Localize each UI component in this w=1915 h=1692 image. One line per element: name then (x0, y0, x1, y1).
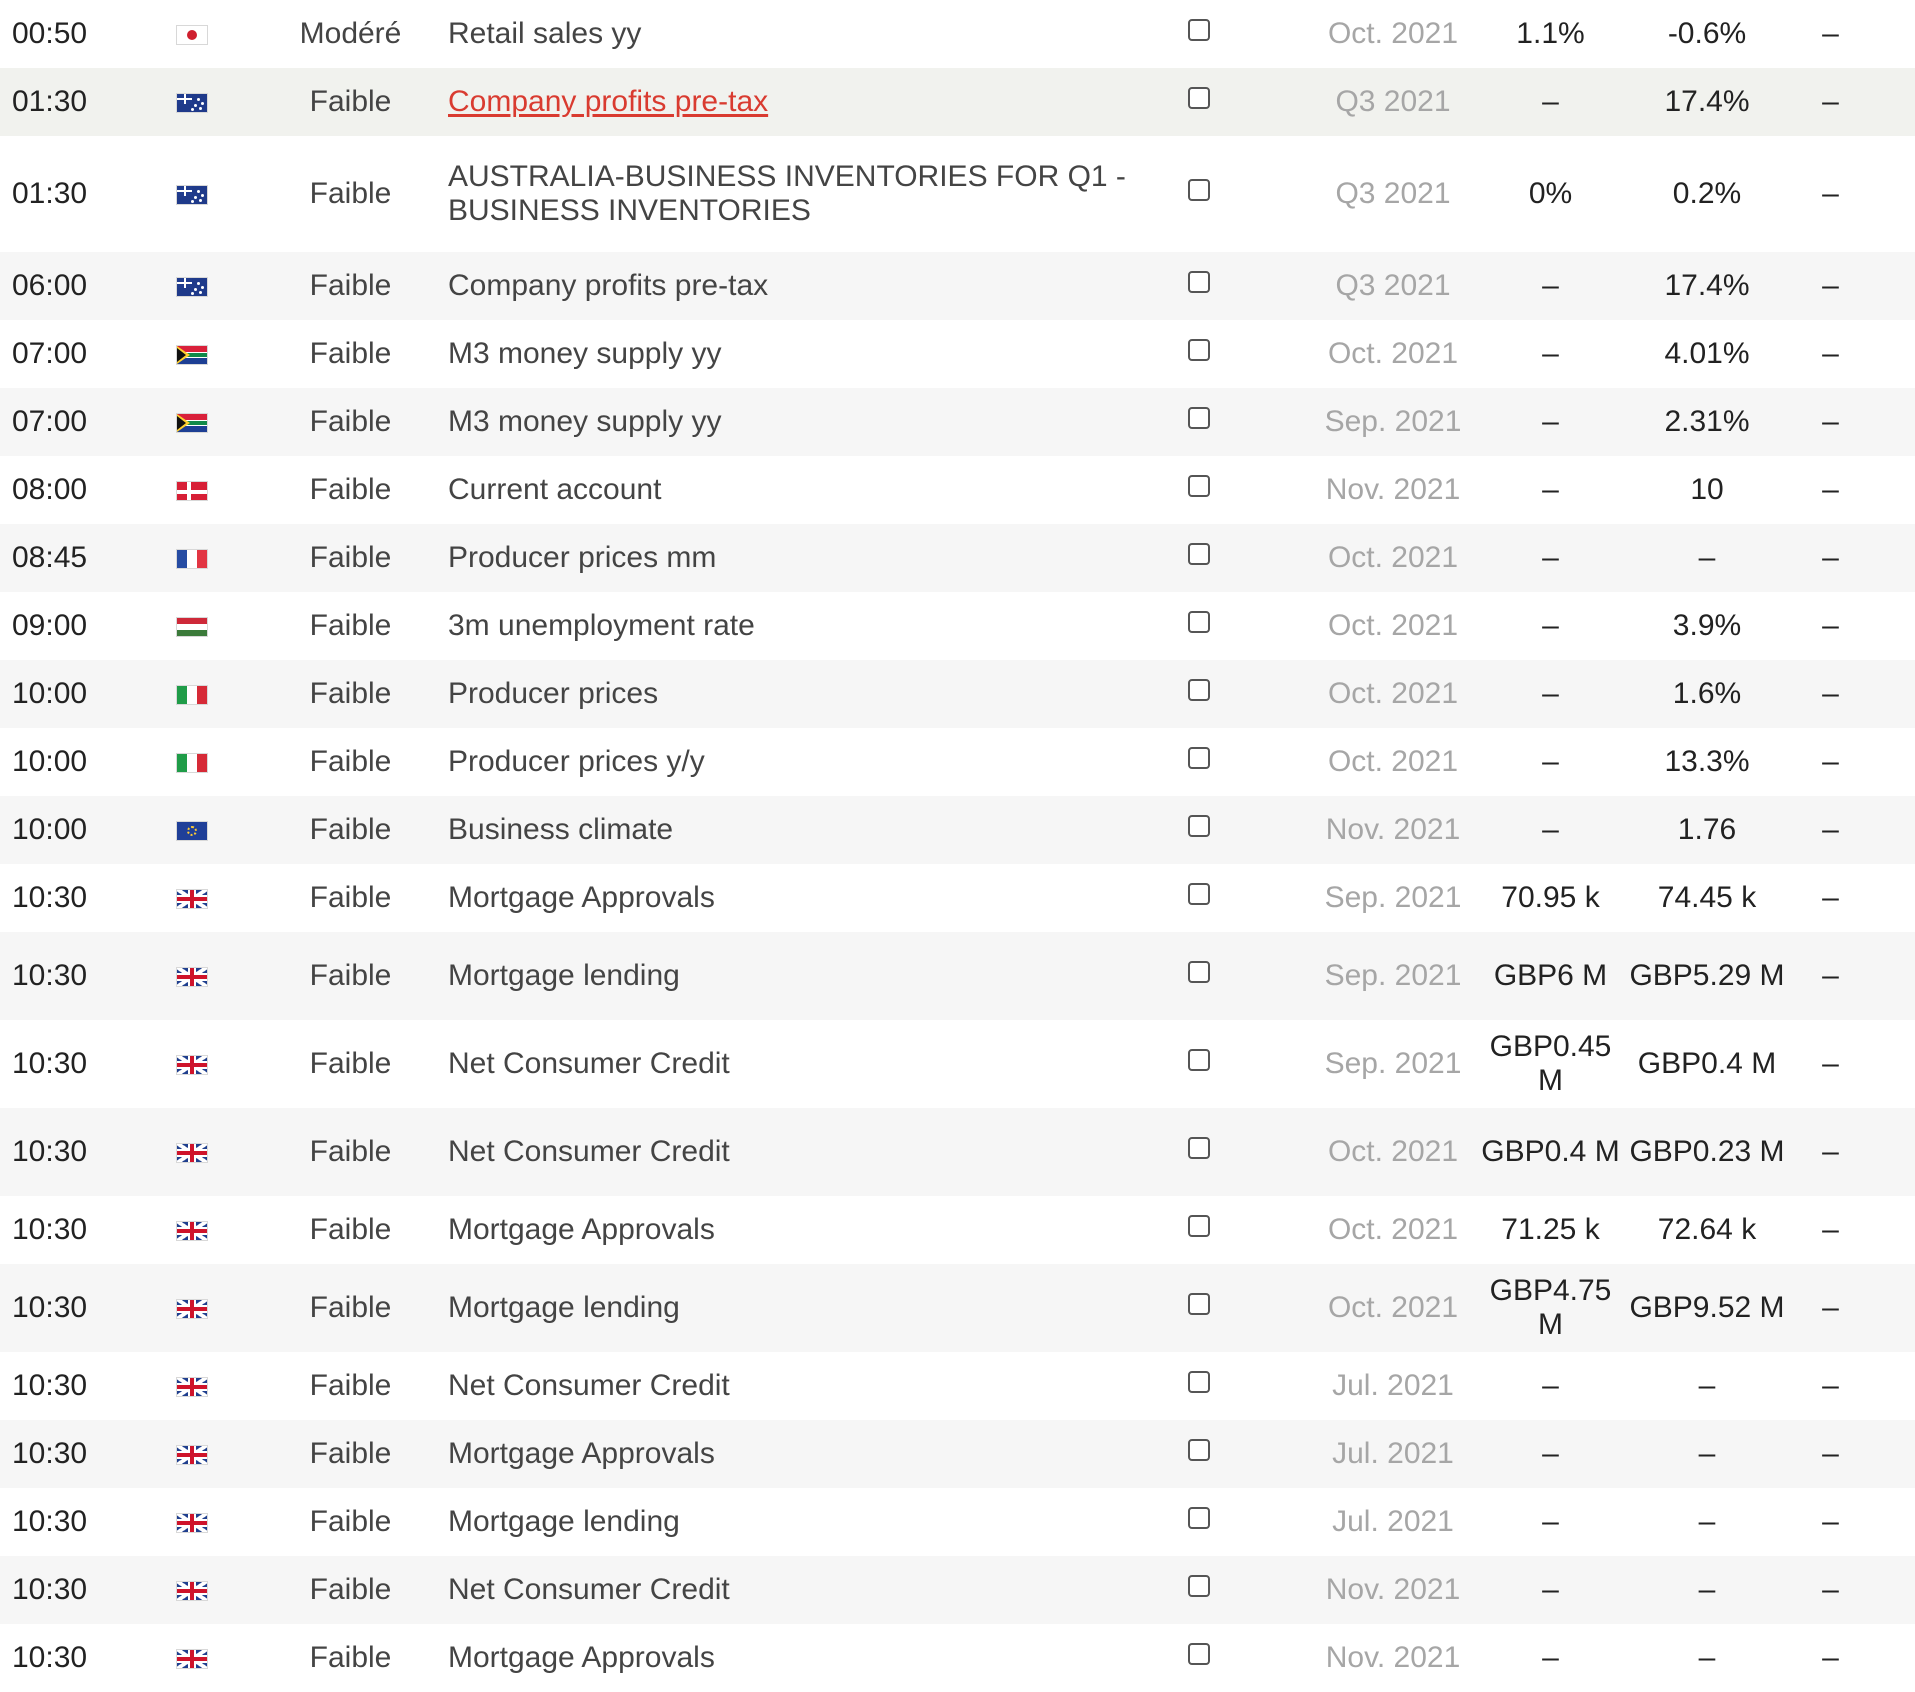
alert-checkbox-cell (1188, 1020, 1313, 1108)
flag-icon-australia (176, 185, 208, 205)
event-period: Jul. 2021 (1332, 1368, 1454, 1402)
event-previous: 1.6% (1672, 676, 1742, 710)
event-actual: – (1822, 1212, 1839, 1246)
alert-checkbox[interactable] (1188, 1293, 1210, 1315)
event-previous: – (1698, 1504, 1716, 1538)
event-forecast: – (1542, 472, 1559, 506)
event-name: M3 money supply yy (448, 336, 722, 370)
event-period: Nov. 2021 (1325, 1572, 1461, 1606)
event-name: M3 money supply yy (448, 404, 722, 438)
event-actual: – (1822, 268, 1839, 302)
event-period: Oct. 2021 (1327, 1290, 1459, 1324)
country-flag-cell (117, 524, 267, 592)
event-impact: Faible (309, 336, 392, 370)
event-forecast: 71.25 k (1501, 1212, 1600, 1246)
event-name-cell (434, 728, 1188, 796)
flag-icon-united-kingdom (176, 1143, 208, 1163)
alert-checkbox[interactable] (1188, 679, 1210, 701)
alert-checkbox[interactable] (1188, 883, 1210, 905)
calendar-row (0, 1420, 1915, 1488)
event-time: 10:00 (12, 744, 88, 778)
event-name-cell (434, 1556, 1188, 1624)
event-time: 08:45 (12, 540, 88, 574)
event-forecast: – (1542, 84, 1559, 118)
alert-checkbox-cell (1188, 932, 1313, 1020)
event-impact: Faible (309, 176, 392, 210)
event-actual: – (1822, 812, 1839, 846)
alert-checkbox[interactable] (1188, 407, 1210, 429)
event-time: 00:50 (12, 16, 88, 50)
flag-icon-united-kingdom (176, 889, 208, 909)
event-time: 07:00 (12, 404, 88, 438)
calendar-row (0, 136, 1915, 252)
event-previous: GBP9.52 M (1629, 1290, 1785, 1324)
alert-checkbox-cell (1188, 524, 1313, 592)
alert-checkbox-cell (1188, 1196, 1313, 1264)
alert-checkbox-cell (1188, 388, 1313, 456)
event-forecast: 0% (1528, 176, 1573, 210)
calendar-row (0, 252, 1915, 320)
flag-icon-united-kingdom (176, 1581, 208, 1601)
event-name: AUSTRALIA-BUSINESS INVENTORIES FOR Q1 - BUSINESS INVENTORIES (448, 159, 1126, 227)
country-flag-cell (117, 796, 267, 864)
event-time: 10:30 (12, 1290, 88, 1324)
flag-icon-hungary (176, 617, 208, 637)
calendar-row (0, 1108, 1915, 1196)
country-flag-cell (117, 1020, 267, 1108)
event-actual: – (1822, 1046, 1839, 1080)
alert-checkbox-cell (1188, 728, 1313, 796)
event-previous: -0.6% (1667, 16, 1747, 50)
event-impact: Faible (309, 472, 392, 506)
event-name-cell (434, 0, 1188, 68)
event-name-cell (434, 1020, 1188, 1108)
country-flag-cell (117, 136, 267, 252)
event-actual: – (1822, 1640, 1839, 1674)
event-previous: 10 (1690, 472, 1724, 506)
alert-checkbox-cell (1188, 1108, 1313, 1196)
event-name: Company profits pre-tax (448, 268, 769, 302)
event-actual: – (1822, 404, 1839, 438)
flag-icon-south-africa (176, 345, 208, 365)
event-period: Oct. 2021 (1327, 1134, 1459, 1168)
alert-checkbox[interactable] (1188, 1137, 1210, 1159)
event-impact: Faible (309, 84, 392, 118)
event-impact: Faible (309, 1290, 392, 1324)
country-flag-cell (117, 320, 267, 388)
event-forecast: – (1542, 812, 1559, 846)
alert-checkbox[interactable] (1188, 19, 1210, 41)
event-name: Net Consumer Credit (448, 1368, 730, 1402)
alert-checkbox[interactable] (1188, 611, 1210, 633)
event-forecast: 70.95 k (1501, 880, 1600, 914)
calendar-row (0, 1556, 1915, 1624)
event-time: 01:30 (12, 176, 88, 210)
alert-checkbox-cell (1188, 320, 1313, 388)
country-flag-cell (117, 1352, 267, 1420)
alert-checkbox-cell (1188, 796, 1313, 864)
calendar-row (0, 1264, 1915, 1352)
alert-checkbox-cell (1188, 864, 1313, 932)
alert-checkbox-cell (1188, 0, 1313, 68)
event-name: Mortgage Approvals (448, 880, 715, 914)
calendar-row (0, 864, 1915, 932)
event-time: 10:30 (12, 1212, 88, 1246)
event-period: Jul. 2021 (1332, 1436, 1454, 1470)
event-previous: 74.45 k (1657, 880, 1757, 914)
event-impact: Faible (309, 608, 392, 642)
event-time: 10:30 (12, 1134, 88, 1168)
event-time: 06:00 (12, 268, 88, 302)
event-impact: Modéré (299, 16, 402, 50)
event-forecast: – (1542, 608, 1559, 642)
event-previous: GBP5.29 M (1629, 958, 1785, 992)
event-name-cell (434, 524, 1188, 592)
event-period: Oct. 2021 (1327, 540, 1459, 574)
event-name-cell (434, 932, 1188, 1020)
event-impact: Faible (309, 676, 392, 710)
event-previous: – (1698, 1572, 1716, 1606)
event-time: 07:00 (12, 336, 88, 370)
event-impact: Faible (309, 1436, 392, 1470)
event-name: Net Consumer Credit (448, 1572, 730, 1606)
flag-icon-south-africa (176, 413, 208, 433)
event-actual: – (1822, 176, 1839, 210)
country-flag-cell (117, 1196, 267, 1264)
event-actual: – (1822, 16, 1839, 50)
event-actual: – (1822, 1572, 1839, 1606)
event-name-cell (434, 136, 1188, 252)
alert-checkbox[interactable] (1188, 179, 1210, 201)
event-previous: GBP0.23 M (1629, 1134, 1785, 1168)
event-name: Mortgage Approvals (448, 1640, 715, 1674)
event-period: Oct. 2021 (1327, 336, 1459, 370)
calendar-row (0, 524, 1915, 592)
alert-checkbox-cell (1188, 1488, 1313, 1556)
event-impact: Faible (309, 1504, 392, 1538)
event-period: Oct. 2021 (1327, 1212, 1459, 1246)
event-impact: Faible (309, 1640, 392, 1674)
event-period: Q3 2021 (1335, 176, 1451, 210)
event-impact: Faible (309, 1368, 392, 1402)
event-previous: 17.4% (1664, 268, 1750, 302)
event-forecast: GBP0.4 M (1481, 1134, 1620, 1168)
event-impact: Faible (309, 404, 392, 438)
alert-checkbox-cell (1188, 1352, 1313, 1420)
flag-icon-united-kingdom (176, 967, 208, 987)
event-actual: – (1822, 84, 1839, 118)
event-previous: 3.9% (1672, 608, 1742, 642)
event-name: Mortgage lending (448, 958, 680, 992)
country-flag-cell (117, 1556, 267, 1624)
event-name: Retail sales yy (448, 16, 642, 50)
country-flag-cell (117, 660, 267, 728)
alert-checkbox[interactable] (1188, 1575, 1210, 1597)
event-name-cell (434, 1488, 1188, 1556)
flag-icon-united-kingdom (176, 1445, 208, 1465)
event-time: 08:00 (12, 472, 88, 506)
country-flag-cell (117, 592, 267, 660)
event-period: Oct. 2021 (1327, 608, 1459, 642)
event-name: 3m unemployment rate (448, 608, 755, 642)
event-name-cell (434, 388, 1188, 456)
event-impact: Faible (309, 1572, 392, 1606)
alert-checkbox[interactable] (1188, 1439, 1210, 1461)
event-forecast: GBP0.45 M (1489, 1029, 1612, 1097)
event-name-cell (434, 1196, 1188, 1264)
event-name: Producer prices y/y (448, 744, 705, 778)
alert-checkbox[interactable] (1188, 475, 1210, 497)
event-actual: – (1822, 472, 1839, 506)
event-name-cell (434, 456, 1188, 524)
event-previous: 0.2% (1672, 176, 1742, 210)
event-name: Net Consumer Credit (448, 1046, 730, 1080)
alert-checkbox-cell (1188, 252, 1313, 320)
event-time: 10:30 (12, 958, 88, 992)
calendar-row (0, 932, 1915, 1020)
country-flag-cell (117, 0, 267, 68)
flag-icon-united-kingdom (176, 1377, 208, 1397)
country-flag-cell (117, 728, 267, 796)
flag-icon-denmark (176, 481, 208, 501)
flag-icon-australia (176, 93, 208, 113)
event-time: 10:30 (12, 1572, 88, 1606)
flag-icon-france (176, 549, 208, 569)
event-time: 10:30 (12, 1640, 88, 1674)
event-impact: Faible (309, 268, 392, 302)
calendar-row (0, 320, 1915, 388)
event-period: Sep. 2021 (1324, 1046, 1462, 1080)
event-name: Producer prices (448, 676, 659, 710)
event-previous: 13.3% (1664, 744, 1750, 778)
event-time: 10:30 (12, 1046, 88, 1080)
event-name: Current account (448, 472, 662, 506)
event-time: 10:30 (12, 1436, 88, 1470)
flag-icon-united-kingdom (176, 1299, 208, 1319)
event-name-cell (434, 1420, 1188, 1488)
event-forecast: – (1542, 404, 1559, 438)
alert-checkbox-cell (1188, 456, 1313, 524)
event-previous: 72.64 k (1657, 1212, 1757, 1246)
event-name-cell (434, 68, 1188, 136)
event-actual: – (1822, 1436, 1839, 1470)
country-flag-cell (117, 388, 267, 456)
flag-icon-italy (176, 753, 208, 773)
calendar-row (0, 388, 1915, 456)
country-flag-cell (117, 1420, 267, 1488)
event-time: 01:30 (12, 84, 88, 118)
event-time: 10:30 (12, 1504, 88, 1538)
event-name: Mortgage lending (448, 1290, 680, 1324)
event-previous: 2.31% (1664, 404, 1750, 438)
event-time: 10:30 (12, 1368, 88, 1402)
event-impact: Faible (309, 958, 392, 992)
event-actual: – (1822, 1504, 1839, 1538)
flag-icon-united-kingdom (176, 1513, 208, 1533)
event-forecast: – (1542, 1436, 1559, 1470)
event-forecast: – (1542, 336, 1559, 370)
event-name: Producer prices mm (448, 540, 717, 574)
event-actual: – (1822, 676, 1839, 710)
event-name-cell (434, 1264, 1188, 1352)
event-previous: – (1698, 540, 1716, 574)
event-period: Oct. 2021 (1327, 744, 1459, 778)
event-actual: – (1822, 1134, 1839, 1168)
alert-checkbox-cell (1188, 1264, 1313, 1352)
event-period: Q3 2021 (1335, 84, 1451, 118)
country-flag-cell (117, 68, 267, 136)
event-period: Oct. 2021 (1327, 676, 1459, 710)
calendar-row (0, 592, 1915, 660)
event-previous: – (1698, 1368, 1716, 1402)
country-flag-cell (117, 1264, 267, 1352)
alert-checkbox[interactable] (1188, 1643, 1210, 1665)
country-flag-cell (117, 252, 267, 320)
event-name-cell (434, 660, 1188, 728)
event-actual: – (1822, 540, 1839, 574)
flag-icon-australia (176, 277, 208, 297)
calendar-row (0, 728, 1915, 796)
event-period: Sep. 2021 (1324, 404, 1462, 438)
event-forecast: GBP4.75 M (1489, 1273, 1612, 1341)
flag-icon-italy (176, 685, 208, 705)
event-actual: – (1822, 958, 1839, 992)
event-actual: – (1822, 336, 1839, 370)
event-forecast: 1.1% (1516, 16, 1585, 50)
calendar-row (0, 660, 1915, 728)
event-period: Sep. 2021 (1324, 880, 1462, 914)
country-flag-cell (117, 1488, 267, 1556)
country-flag-cell (117, 456, 267, 524)
alert-checkbox[interactable] (1188, 1507, 1210, 1529)
event-name-cell (434, 864, 1188, 932)
flag-icon-united-kingdom (176, 1221, 208, 1241)
event-name-link[interactable]: Company profits pre-tax (448, 84, 769, 118)
alert-checkbox[interactable] (1188, 747, 1210, 769)
event-actual: – (1822, 608, 1839, 642)
event-name-cell (434, 252, 1188, 320)
alert-checkbox[interactable] (1188, 339, 1210, 361)
event-period: Nov. 2021 (1325, 812, 1461, 846)
alert-checkbox[interactable] (1188, 1215, 1210, 1237)
alert-checkbox-cell (1188, 1556, 1313, 1624)
event-period: Nov. 2021 (1325, 1640, 1461, 1674)
event-forecast: – (1542, 676, 1559, 710)
event-name: Net Consumer Credit (448, 1134, 730, 1168)
event-previous: GBP0.4 M (1637, 1046, 1777, 1080)
alert-checkbox-cell (1188, 660, 1313, 728)
alert-checkbox[interactable] (1188, 1371, 1210, 1393)
event-name: Business climate (448, 812, 674, 846)
event-impact: Faible (309, 744, 392, 778)
event-actual: – (1822, 1368, 1839, 1402)
event-name-cell (434, 1352, 1188, 1420)
event-period: Nov. 2021 (1325, 472, 1461, 506)
alert-checkbox-cell (1188, 136, 1313, 252)
event-forecast: GBP6 M (1493, 958, 1608, 992)
flag-icon-united-kingdom (176, 1649, 208, 1669)
event-forecast: – (1542, 540, 1559, 574)
calendar-row (0, 0, 1915, 68)
calendar-row (0, 1020, 1915, 1108)
country-flag-cell (117, 1108, 267, 1196)
event-time: 09:00 (12, 608, 88, 642)
event-period: Oct. 2021 (1327, 16, 1459, 50)
country-flag-cell (117, 864, 267, 932)
event-period: Jul. 2021 (1332, 1504, 1454, 1538)
event-time: 10:00 (12, 812, 88, 846)
alert-checkbox-cell (1188, 1420, 1313, 1488)
alert-checkbox-cell (1188, 592, 1313, 660)
event-actual: – (1822, 1290, 1839, 1324)
event-forecast: – (1542, 1572, 1559, 1606)
event-previous: – (1698, 1640, 1716, 1674)
event-period: Sep. 2021 (1324, 958, 1462, 992)
alert-checkbox[interactable] (1188, 271, 1210, 293)
event-time: 10:30 (12, 880, 88, 914)
event-impact: Faible (309, 1046, 392, 1080)
alert-checkbox-cell (1188, 68, 1313, 136)
event-name-cell (434, 592, 1188, 660)
event-name: Mortgage lending (448, 1504, 680, 1538)
flag-icon-united-kingdom (176, 1055, 208, 1075)
alert-checkbox[interactable] (1188, 961, 1210, 983)
event-forecast: – (1542, 1368, 1559, 1402)
calendar-row (0, 796, 1915, 864)
event-actual: – (1822, 880, 1839, 914)
event-impact: Faible (309, 812, 392, 846)
event-period: Q3 2021 (1335, 268, 1451, 302)
calendar-row (0, 1352, 1915, 1420)
calendar-row (0, 1488, 1915, 1556)
event-actual: – (1822, 744, 1839, 778)
event-forecast: – (1542, 744, 1559, 778)
event-name-cell (434, 320, 1188, 388)
alert-checkbox[interactable] (1188, 815, 1210, 837)
event-forecast: – (1542, 268, 1559, 302)
event-previous: 17.4% (1664, 84, 1750, 118)
country-flag-cell (117, 932, 267, 1020)
event-forecast: – (1542, 1504, 1559, 1538)
calendar-row (0, 1196, 1915, 1264)
alert-checkbox[interactable] (1188, 87, 1210, 109)
event-impact: Faible (309, 1212, 392, 1246)
event-name-cell (434, 796, 1188, 864)
event-impact: Faible (309, 1134, 392, 1168)
alert-checkbox[interactable] (1188, 543, 1210, 565)
event-impact: Faible (309, 540, 392, 574)
event-name-cell (434, 1108, 1188, 1196)
event-forecast: – (1542, 1640, 1559, 1674)
event-previous: 1.76 (1677, 812, 1737, 846)
calendar-row (0, 68, 1915, 136)
event-name: Mortgage Approvals (448, 1436, 715, 1470)
event-impact: Faible (309, 880, 392, 914)
flag-icon-european-union (176, 821, 208, 841)
event-time: 10:00 (12, 676, 88, 710)
calendar-row (0, 456, 1915, 524)
flag-icon-japan (176, 25, 208, 45)
event-name: Mortgage Approvals (448, 1212, 715, 1246)
event-previous: 4.01% (1664, 336, 1750, 370)
event-previous: – (1698, 1436, 1716, 1470)
alert-checkbox[interactable] (1188, 1049, 1210, 1071)
